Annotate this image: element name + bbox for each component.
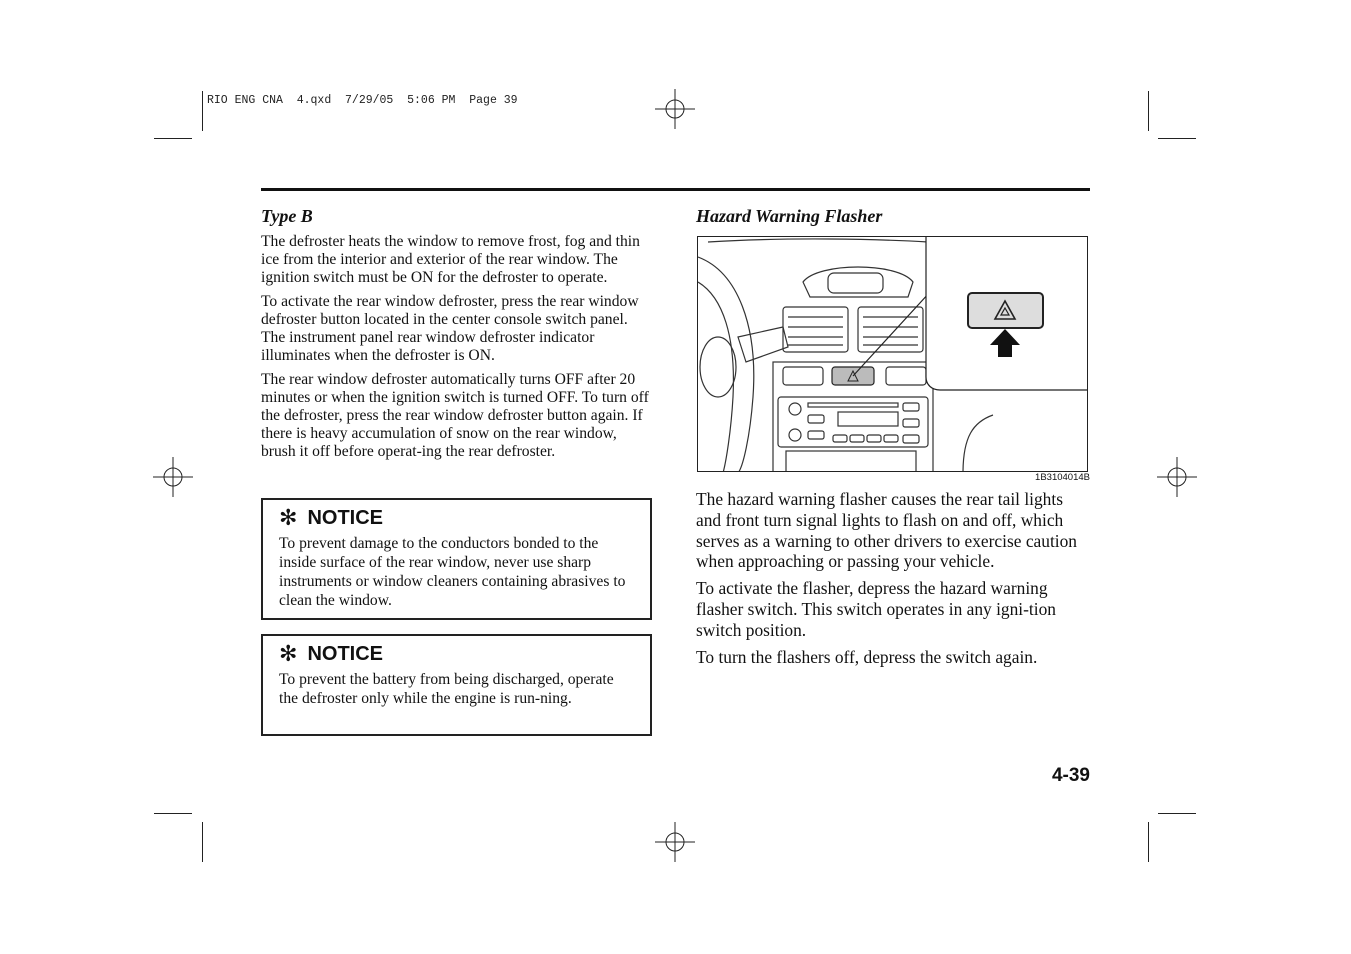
notice-title: NOTICE (307, 643, 383, 665)
registration-mark-icon (153, 457, 193, 497)
body-paragraph: To turn the flashers off, depress the switch again. (696, 646, 1038, 667)
body-paragraph: To activate the flasher, depress the hazard warning flasher switch. This switch operates in any igni-tion switch position. (696, 578, 1056, 640)
left-column (261, 206, 654, 467)
notice-star-icon: ✻ (279, 505, 298, 530)
notice-title: NOTICE (307, 507, 383, 529)
notice-header (279, 506, 634, 530)
notice-box (261, 498, 652, 620)
section-heading-type-b: Type B (261, 206, 313, 226)
registration-mark-icon (1157, 457, 1197, 497)
section-heading-hazard: Hazard Warning Flasher (696, 206, 883, 226)
notice-text: To prevent damage to the conductors bonded to the inside surface of the rear window, never use sharp instruments or window cleaners containing abrasives to clean the window. (279, 535, 626, 609)
right-column-body (696, 489, 1090, 673)
crop-mark (154, 138, 192, 139)
notice-box (261, 634, 652, 736)
notice-text: To prevent the battery from being discharged, operate the defroster only while the engine is run-ning. (279, 671, 614, 707)
right-column-heading-wrap (696, 206, 1090, 233)
dashboard-drawing-icon (698, 237, 1088, 472)
body-paragraph: The defroster heats the window to remove frost, fog and thin ice from the interior and exterior of the rear window. The ignition switch must be ON for the defroster to operate. (261, 233, 640, 286)
page-number: 4-39 (1051, 765, 1090, 786)
registration-mark-icon (655, 822, 695, 862)
crop-mark (154, 813, 192, 814)
body-paragraph: To activate the rear window defroster, press the rear window defroster button located in the center console switch panel. The instrument panel rear window defroster indicator illuminates when the defroster is ON. (261, 293, 639, 364)
crop-mark (202, 822, 203, 862)
figure-code: 1B3104014B (1035, 472, 1090, 483)
crop-mark (1148, 91, 1149, 131)
header-rule (261, 188, 1090, 191)
crop-mark (202, 91, 203, 131)
body-paragraph: The rear window defroster automatically turns OFF after 20 minutes or when the ignition switch is turned OFF. To turn off the defroster, press the rear window defroster button again. If there is heavy accumulation of snow on the rear window, brush it off before operat-ing the rear defroster. (261, 371, 649, 460)
notice-header (279, 642, 634, 666)
notice-star-icon: ✻ (279, 641, 298, 666)
registration-mark-icon (655, 89, 695, 129)
crop-mark (1158, 813, 1196, 814)
dashboard-illustration (697, 236, 1088, 472)
printer-slug: RIO ENG CNA 4.qxd 7/29/05 5:06 PM Page 39 (207, 94, 518, 107)
crop-mark (1148, 822, 1149, 862)
body-paragraph: The hazard warning flasher causes the rear tail lights and front turn signal lights to flash on and off, which serves as a warning to other drivers to exercise caution when approaching or passing your vehicle. (696, 489, 1078, 572)
crop-mark (1158, 138, 1196, 139)
